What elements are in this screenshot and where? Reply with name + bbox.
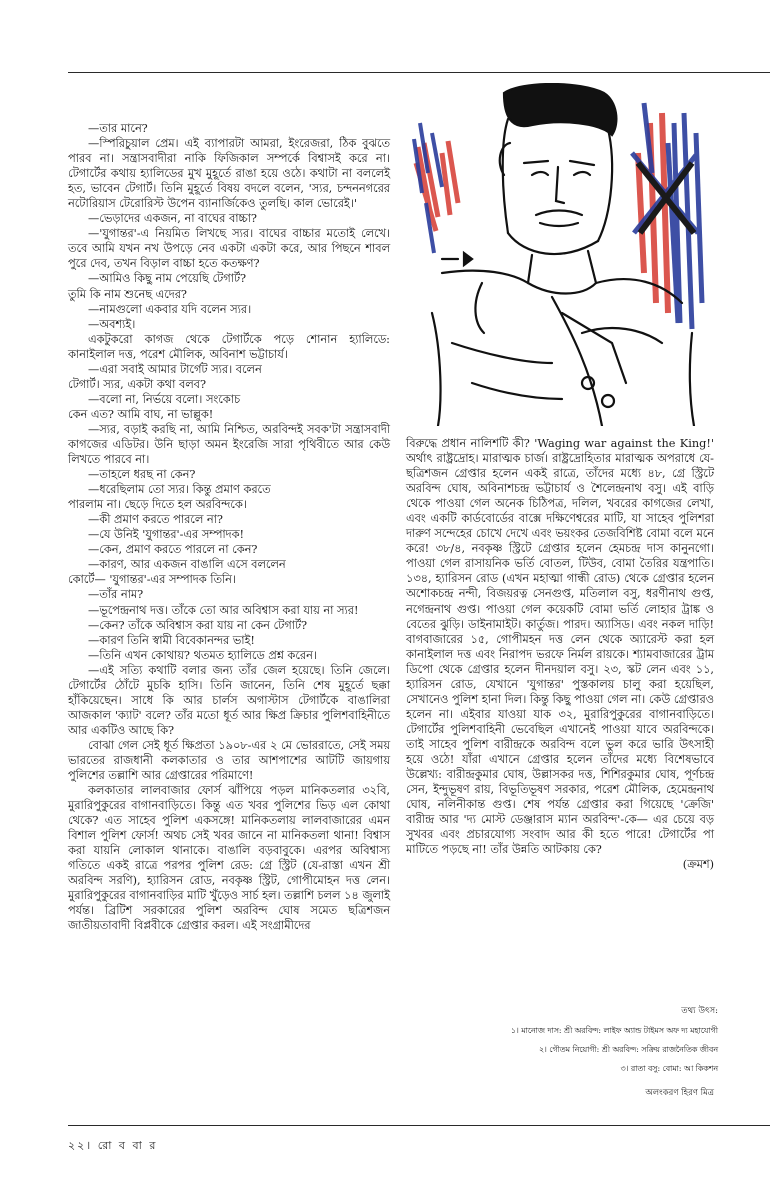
- paragraph: —তাহলে ধরছ না কেন?: [88, 468, 196, 482]
- paragraph: বোঝা গেল সেই ধূর্ত ক্ষিপ্রতা ১৯০৮-এর ২ মে ভোররাতে, সেই সময় ভারতের রাজধানী কলকাতার ও তার আশপাশের আটটি জায়গায় পুলিশের তল্লাশি আর গ্রেপ্তারের পরিমাণে!: [68, 738, 390, 783]
- paragraph: টেগার্ট। স্যর, একটা কথা বলব?: [68, 377, 206, 391]
- paragraph: —এই সত্যি কথাটি বলার জন্য তাঁর জেল হয়েছে। তিনি জেলে। টেগার্টের ঠোঁটে মুচকি হাসি। তিনি জানেন, তিনি শেষ মুহূর্তে ছক্কা হাঁকিয়েছেন। সাধে কি আর চার্লস অগাস্টাস টেগার্টকে বাঙালিরা আজকাল 'ক্যাট' বলে? তাঁর মতো ধূর্ত আর ক্ষিপ্র ক্রিচার পুলিশবাহিনীতে আর একটিও আছে কি?: [68, 663, 390, 737]
- paragraph: —এরা সবাই আমার টার্গেট স্যর। বলেন: [88, 362, 262, 376]
- source-item-3: ৩। রাতা বসু: বোমা: আ কিকশন: [620, 1064, 718, 1073]
- paragraph: —কারণ, আর একজন বাঙালি এসে বললেন: [88, 558, 286, 572]
- bottom-rule: [68, 1125, 770, 1126]
- illustration-portrait: [412, 83, 708, 426]
- paragraph: —কারণ তিনি স্বামী বিবেকানন্দর ভাই!: [88, 633, 255, 647]
- paragraph: —কেন, প্রমাণ করতে পারলে না কেন?: [88, 543, 258, 557]
- paragraph: কোর্টে— 'যুগান্তর'-এর সম্পাদক তিনি।: [68, 573, 236, 587]
- paragraph: কলকাতার লালবাজার ফোর্স ঝাঁপিয়ে পড়ল মানিকতলার ৩২বি, মুরারিপুকুরের বাগানবাড়িতে। কিন্তু এত খবর পুলিশের ভিড় এল কোথা থেকে? এত সাহেব পুলিশ একসঙ্গে! মানিকতলায় লালবাজারের এমন বিশাল পুলিশ ফোর্স! অথচ সেই খবর জানে না মানিকতলা থানা! বিশ্বাস করা যায়নি লোকাল থানাকে। বাঙালি বড়বাবুকে। এরপর অবিশ্বাস্য গতিতে একই রাত্রে পরপর পুলিশ রেড: গ্রে স্ট্রিট (যে-রাস্তা এখন শ্রী অরবিন্দ সরণি), হ্যারিসন রোড, নবকৃষ্ণ স্ট্রিট, গোপীমোহন দত্ত লেন। মুরারিপুকুরের বাগানবাড়ির মাটি খুঁড়েও সার্চ হল। তল্লাশি চলল ১৪ জুলাই পর্যন্ত। ব্রিটিশ সরকারের পুলিশ অরবিন্দ ঘোষ সমেত ছত্রিশজন জাতীয়তাবাদী বিপ্লবীকে গ্রেপ্তার করল। এই সংগ্রামীদের: [68, 784, 390, 933]
- paragraph: —যে উনিই 'যুগান্তর'-এর সম্পাদক!: [88, 528, 245, 542]
- portrait-sketch-icon: [412, 83, 708, 426]
- sources-block: [406, 1002, 718, 1078]
- paragraph: তুমি কি নাম শুনেছ এদের?: [68, 287, 187, 301]
- illustration-credit: অলংকরণ হিরণ মিত্র: [645, 1088, 714, 1098]
- paragraph: পারলাম না। ছেড়ে দিতে হল অরবিন্দকে।: [68, 498, 247, 512]
- top-rule: [68, 72, 770, 73]
- paragraph: —স্যর, বড়াই করছি না, আমি নিশ্চিত, অরবিন্দই সবক'টা সন্ত্রাসবাদী কাগজের এডিটর। উনি ছাড়া অমন ইংরেজি সারা পৃথিবীতে আর কেউ লিখতে পারবে না।: [68, 422, 390, 467]
- paragraph: —কী প্রমাণ করতে পারলে না?: [88, 513, 223, 527]
- paragraph: —অবশ্যই।: [88, 317, 136, 331]
- paragraph: —তার মানে?: [88, 122, 148, 135]
- paragraph: —তাঁর নাম?: [88, 588, 144, 602]
- paragraph: —বলো না, নির্ভয়ে বলো। সংকোচ: [88, 392, 241, 406]
- article-column-right: [406, 436, 714, 872]
- article-column-left: [68, 121, 390, 934]
- paragraph: —আমিও কিছু নাম পেয়েছি টেগার্ট?: [88, 272, 247, 286]
- paragraph: —কেন? তাঁকে অবিশ্বাস করা যায় না কেন টেগার্ট?: [88, 618, 308, 632]
- sources-heading: তথ্য উৎস:: [681, 1006, 718, 1016]
- continued-marker: (ক্রমশ): [682, 858, 714, 872]
- source-item-2: ২। গৌতম নিয়োগী: শ্রী অরবিন্দ: সক্রিয় রাজনৈতিক জীবন: [538, 1045, 718, 1054]
- page-footer: ২২। রো ব বা র: [68, 1139, 158, 1152]
- source-item-1: ১। মানোজ দাস: শ্রী অরবিন্দ: লাইফ অ্যান্ড টাইমস অফ দ্য মহাযোগী: [510, 1026, 718, 1035]
- paragraph: একটুকরো কাগজ থেকে টেগার্টকে পড়ে শোনান হ্যালিডে: কানাইলাল দত্ত, পরেশ মৌলিক, অবিনাশ ভট্টাচার্য।: [68, 332, 390, 361]
- paragraph: —ধরেছিলাম তো স্যর। কিন্তু প্রমাণ করতে: [88, 483, 271, 497]
- paragraph: —স্পিরিচুয়াল প্রেম। এই ব্যাপারটা আমরা, ইংরেজরা, ঠিক বুঝতে পারব না। সন্ত্রাসবাদীরা নাকি ফিজিকাল সম্পর্কে বিশ্বাসই করে না। টেগার্টের কথায় হ্যালিডের মুখ মুহূর্তে রাঙা হয়ে ওঠে। কথাটা না বললেই হত, ভাবেন টেগার্ট। তিনি মুহূর্তে বিষয় বদলে বলেন, 'স্যর, চন্দননগরের নটোরিয়াস টেরোরিস্ট উপেন ব্যানার্জিকেও তুলছি। কাল ভোরেই।': [68, 137, 390, 211]
- paragraph: কেন এত? আমি বাঘ, না ভাল্লুক!: [68, 407, 214, 421]
- paragraph: —নামগুলো একবার যদি বলেন স্যর।: [88, 302, 252, 316]
- paragraph: —ভূপেন্দ্রনাথ দত্ত। তাঁকে তো আর অবিশ্বাস করা যায় না স্যর!: [88, 603, 359, 617]
- paragraph: বিরুদ্ধে প্রধান নালিশটি কী? 'Waging war against the King!' অর্থাৎ রাষ্ট্রদ্রোহ। মারাত্মক চার্জ। রাষ্ট্রদ্রোহিতার মারাত্মক অপরাধে যে-ছত্রিশজন গ্রেপ্তার হলেন একই রাত্রে, তাঁদের মধ্যে ৪৮, গ্রে স্ট্রিটে অরবিন্দ ঘোষ, অবিনাশচন্দ্র ভট্টাচার্য ও শৈলেন্দ্রনাথ বসু। এই বাড়ি থেকে পাওয়া গেল অনেক চিঠিপত্র, দলিল, খবরের কাগজের লেখা, এবং একটি কার্ডবোর্ডের বাক্সে দক্ষিণেশ্বরের মাটি, যা সাহেব পুলিশরা দারুণ সন্দেহের চোখে দেখে এবং ভয়ংকর তেজবিশিষ্ট বোমা বলে মনে করে! ৩৮/৪, নবকৃষ্ণ স্ট্রিটে গ্রেপ্তার হলেন হেমচন্দ্র দাস কানুনগো। পাওয়া গেল রাসায়নিক ভর্তি বোতল, টিউব, বোমা তৈরির যন্ত্রপাতি। ১৩৪, হ্যারিসন রোড (এখন মহাত্মা গান্ধী রোড) থেকে গ্রেপ্তার হলেন অশোকচন্দ্র নন্দী, বিজয়রত্ন সেনগুপ্ত, মতিলাল বসু, ধরণীনাথ গুপ্ত, নগেন্দ্রনাথ গুপ্ত। পাওয়া গেল কয়েকটি বোমা ভর্তি লোহার ট্রাঙ্ক ও বেতের ঝুড়ি। ডাইনামাইট। কার্তুজ। পারদ। অ্যাসিড। এবং নকল দাড়ি! বাগবাজারের ১৫, গোপীমহন দত্ত লেন থেকে অ্যারেস্ট করা হল কানাইলাল দত্ত এবং নিরাপদ ভরফে নির্মল রায়কে। শ্যামবাজারের ট্রাম ডিপো থেকে গ্রেপ্তার হলেন দীনদয়াল বসু। ২৩, স্কট লেন এবং ১১, হ্যারিসন রোড, যেখানে 'যুগান্তর' পুস্তকালয় চালু করা হয়েছিল, সেখানেও পুলিশ হানা দিল। কিন্তু কিছু পাওয়া গেল না। কেউ গ্রেপ্তারও হলেন না। এইবার যাওয়া যাক ৩২, মুরারিপুকুরের বাগানবাড়িতে। টেগার্টের পুলিশবাহিনী ভেবেছিল এখানেই পাওয়া যাবে অরবিন্দকে। তাই সাহেব পুলিশ বারীন্দ্রকে অরবিন্দ বলে ভুল করে ভারি উৎসাহী হয়ে ওঠে! যাঁরা এখানে গ্রেপ্তার হলেন তাঁদের মধ্যে বিশেষভাবে উল্লেখ্য: বারীন্দ্রকুমার ঘোষ, উল্লাসকর দত্ত, শিশিরকুমার ঘোষ, পূর্ণচন্দ্র সেন, ইন্দুভূষণ রায়, বিভূতিভূষণ সরকার, পরেশ মৌলিক, হেমেন্দ্রনাথ ঘোষ, নলিনীকান্ত গুপ্ত। শেষ পর্যন্ত গ্রেপ্তার করা গিয়েছে 'ক্রেজি' বারীন্দ্র আর 'দ্য মোস্ট ডেঞ্জারাস ম্যান অরবিন্দ'-কে— এর চেয়ে বড় সুখবর এবং প্রচারযোগ্য সংবাদ আর কী হতে পারে! টেগার্টের পা মাটিতে পড়ছে না! তাঁর উন্নতি আটকায় কে?: [406, 437, 714, 857]
- paragraph: —তিনি এখন কোথায়? থতমত হ্যালিডে প্রশ্ন করেন।: [88, 648, 317, 662]
- paragraph: —ভেড়াদের একজন, না বাঘের বাচ্চা?: [88, 212, 257, 226]
- paragraph: —'যুগান্তর'-এ নিয়মিত লিখছে স্যর। বাঘের বাচ্চার মতোই লেখে। তবে আমি যখন নখ উপড়ে নেব একটা একটা করে, আর পিছনে শাবল পুরে দেব, তখন বিড়াল বাচ্চা হতে কতক্ষণ?: [68, 227, 390, 271]
